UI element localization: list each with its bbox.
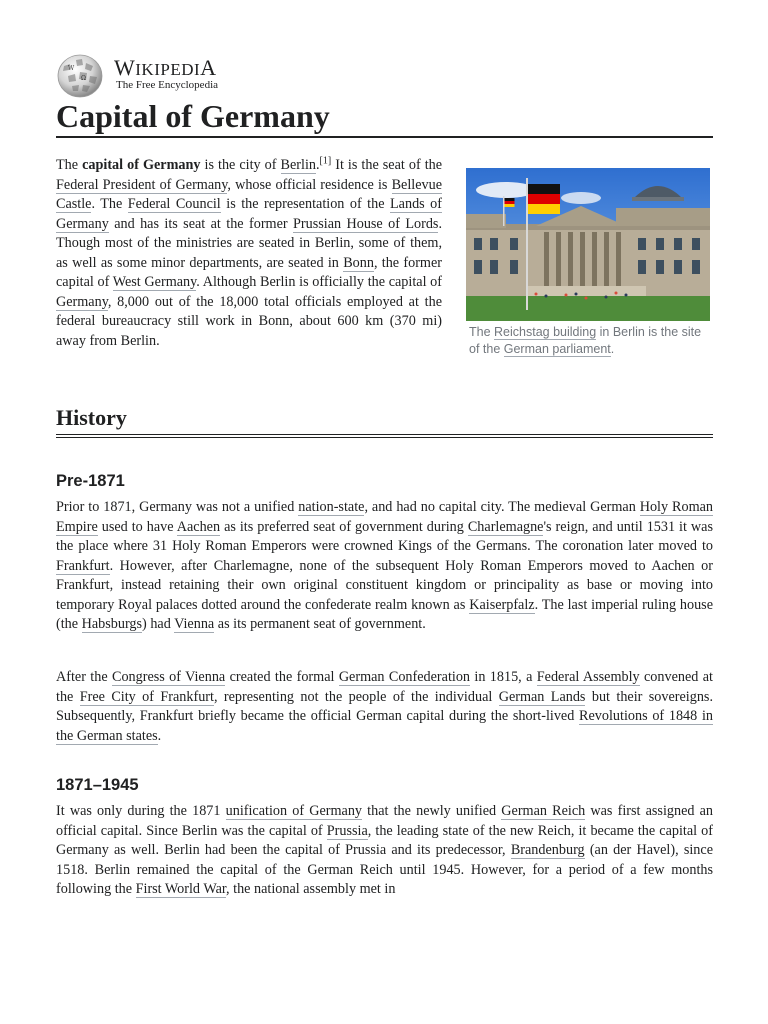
link-bellevue-castle[interactable]: Bellevue Castle (56, 176, 442, 212)
link-west-germany[interactable]: West Germany (112, 274, 197, 290)
text: , 8,000 out of the 18,000 total officials employed at the federal bureaucracy still work in Bonn, about 600 km (370 mi) away from Berlin. (56, 293, 442, 349)
text: . (315, 157, 320, 173)
link-holy-roman-empire[interactable]: Holy Roman Empire (56, 499, 714, 535)
text: created the formal (225, 669, 339, 685)
text: The (56, 157, 83, 173)
text: in 1815, a (470, 669, 537, 685)
tagline: The Free Encyclopedia (116, 79, 219, 91)
link-prussia[interactable]: Prussia (326, 822, 368, 839)
link-federal-assembly[interactable]: Federal Assembly (536, 669, 640, 685)
text: , the leading state of the new Reich, it became the capital of Germany as well. Berlin had been the capital of Prussia and its predecessor, (56, 822, 713, 858)
link-vienna[interactable]: Vienna (174, 616, 215, 632)
link-federal-president[interactable]: Federal President of Germany (56, 176, 228, 193)
site-header (56, 54, 713, 98)
text: , representing not the people of the individual (213, 688, 499, 705)
link-federal-council[interactable]: Federal Council (127, 196, 221, 212)
text: and has its seat at the former (108, 215, 293, 232)
text: , and had no capital city. The medieval German (364, 499, 640, 515)
wikipedia-globe-icon[interactable] (56, 54, 104, 98)
text: is the city of (200, 157, 281, 173)
link-kaiserpfalz[interactable]: Kaiserpfalz (469, 596, 535, 613)
link-german-lands[interactable]: German Lands (498, 688, 586, 705)
text: is the representation of the (220, 196, 391, 212)
link-nation-state[interactable]: nation-state (298, 499, 365, 515)
intro-paragraph (56, 156, 442, 351)
text: The (469, 325, 495, 339)
text: Prior to 1871, Germany was not a unified (56, 499, 299, 515)
text: It is the seat of the (331, 157, 443, 173)
text: . The last imperial ruling house (the (56, 596, 713, 632)
link-habsburgs[interactable]: Habsburgs (81, 616, 143, 632)
wordmark-initial: W (114, 55, 136, 80)
link-german-confederation[interactable]: German Confederation (338, 669, 471, 685)
link-reichstag-building[interactable]: Reichstag building (494, 325, 597, 339)
text: . However, after Charlemagne, none of the subsequent Holy Roman Emperors moved to Aachen or Frankfurt, instead retaining their own original constituent kingdom or principality as base or moving into temporary Royal palaces dotted around the confederate realm known as (56, 557, 713, 613)
section-heading-history: History (56, 404, 713, 438)
text: as its permanent seat of government. (214, 616, 426, 632)
text: as its preferred seat of government during (220, 518, 468, 535)
wordmark-middle: IKIPEDI (135, 60, 201, 79)
link-aachen[interactable]: Aachen (176, 518, 221, 535)
link-revolutions-of-1848[interactable]: Revolutions of 1848 in the German states (56, 708, 713, 744)
link-unification-of-germany[interactable]: unification of Germany (225, 803, 363, 819)
text: that the newly unified (362, 803, 502, 819)
link-charlemagne[interactable]: Charlemagne (467, 518, 544, 535)
text: . Although Berlin is officially the capital of (196, 274, 442, 290)
paragraph-1871-1945-1 (56, 802, 713, 900)
text: . The (91, 196, 128, 212)
text: After the (56, 669, 112, 685)
wordmark-final: A (200, 55, 217, 80)
link-congress-of-vienna[interactable]: Congress of Vienna (112, 669, 226, 685)
bold-term: capital of Germany (82, 157, 201, 173)
svg-text:Ω: Ω (81, 75, 86, 82)
link-germany[interactable]: Germany (56, 293, 108, 310)
link-prussian-house-of-lords[interactable]: Prussian House of Lords (293, 215, 439, 232)
link-brandenburg[interactable]: Brandenburg (510, 842, 585, 858)
page-title: Capital of Germany (56, 96, 713, 138)
text: , whose official residence is (227, 176, 392, 193)
text: , the national assembly met in (226, 881, 396, 897)
text: It was only during the 1871 (56, 803, 226, 819)
svg-text:W: W (68, 65, 75, 72)
link-free-city-of-frankfurt[interactable]: Free City of Frankfurt (79, 688, 214, 705)
paragraph-pre-1871-1 (56, 498, 713, 635)
text: ) had (142, 616, 175, 632)
link-lands-of-germany[interactable]: Lands of Germany (56, 196, 442, 232)
text: used to have (97, 518, 177, 535)
figure-caption (466, 321, 710, 358)
link-berlin[interactable]: Berlin (280, 157, 316, 173)
link-german-reich[interactable]: German Reich (501, 803, 586, 819)
reichstag-photo[interactable] (466, 168, 710, 321)
text: , the former capital of (56, 254, 442, 290)
paragraph-pre-1871-2 (56, 668, 713, 746)
link-bonn[interactable]: Bonn (343, 254, 374, 271)
text: 's reign, and until 1531 it was the place where 31 Holy Roman Emperors were crowned Kings of the Germans. The coronation later moved to (56, 518, 713, 554)
link-frankfurt[interactable]: Frankfurt (56, 557, 110, 574)
text: . Though most of the ministries are seated in Berlin, some of them, as well as some minor departments, are seated in (56, 215, 442, 271)
text: . (610, 342, 615, 356)
text: . (157, 727, 162, 744)
subsection-heading-1871-1945: 1871–1945 (56, 776, 139, 794)
text: but their sovereigns. Subsequently, Frankfurt briefly became the official German capital during the short-lived (56, 688, 713, 724)
reference-1[interactable]: [1] (319, 155, 332, 167)
link-first-world-war[interactable]: First World War (135, 881, 227, 897)
link-german-parliament[interactable]: German parliament (503, 342, 611, 356)
infobox-figure (466, 168, 710, 358)
text: was first assigned an official capital. Since Berlin was the capital of (56, 803, 714, 839)
text: (an der Havel), since 1518. Berlin remained the capital of the German Reich until 1945. However, for a period of a few months following the (56, 842, 713, 897)
text: in Berlin is the site of the (469, 325, 702, 356)
subsection-heading-pre-1871: Pre-1871 (56, 472, 125, 490)
text: convened at the (56, 669, 713, 705)
